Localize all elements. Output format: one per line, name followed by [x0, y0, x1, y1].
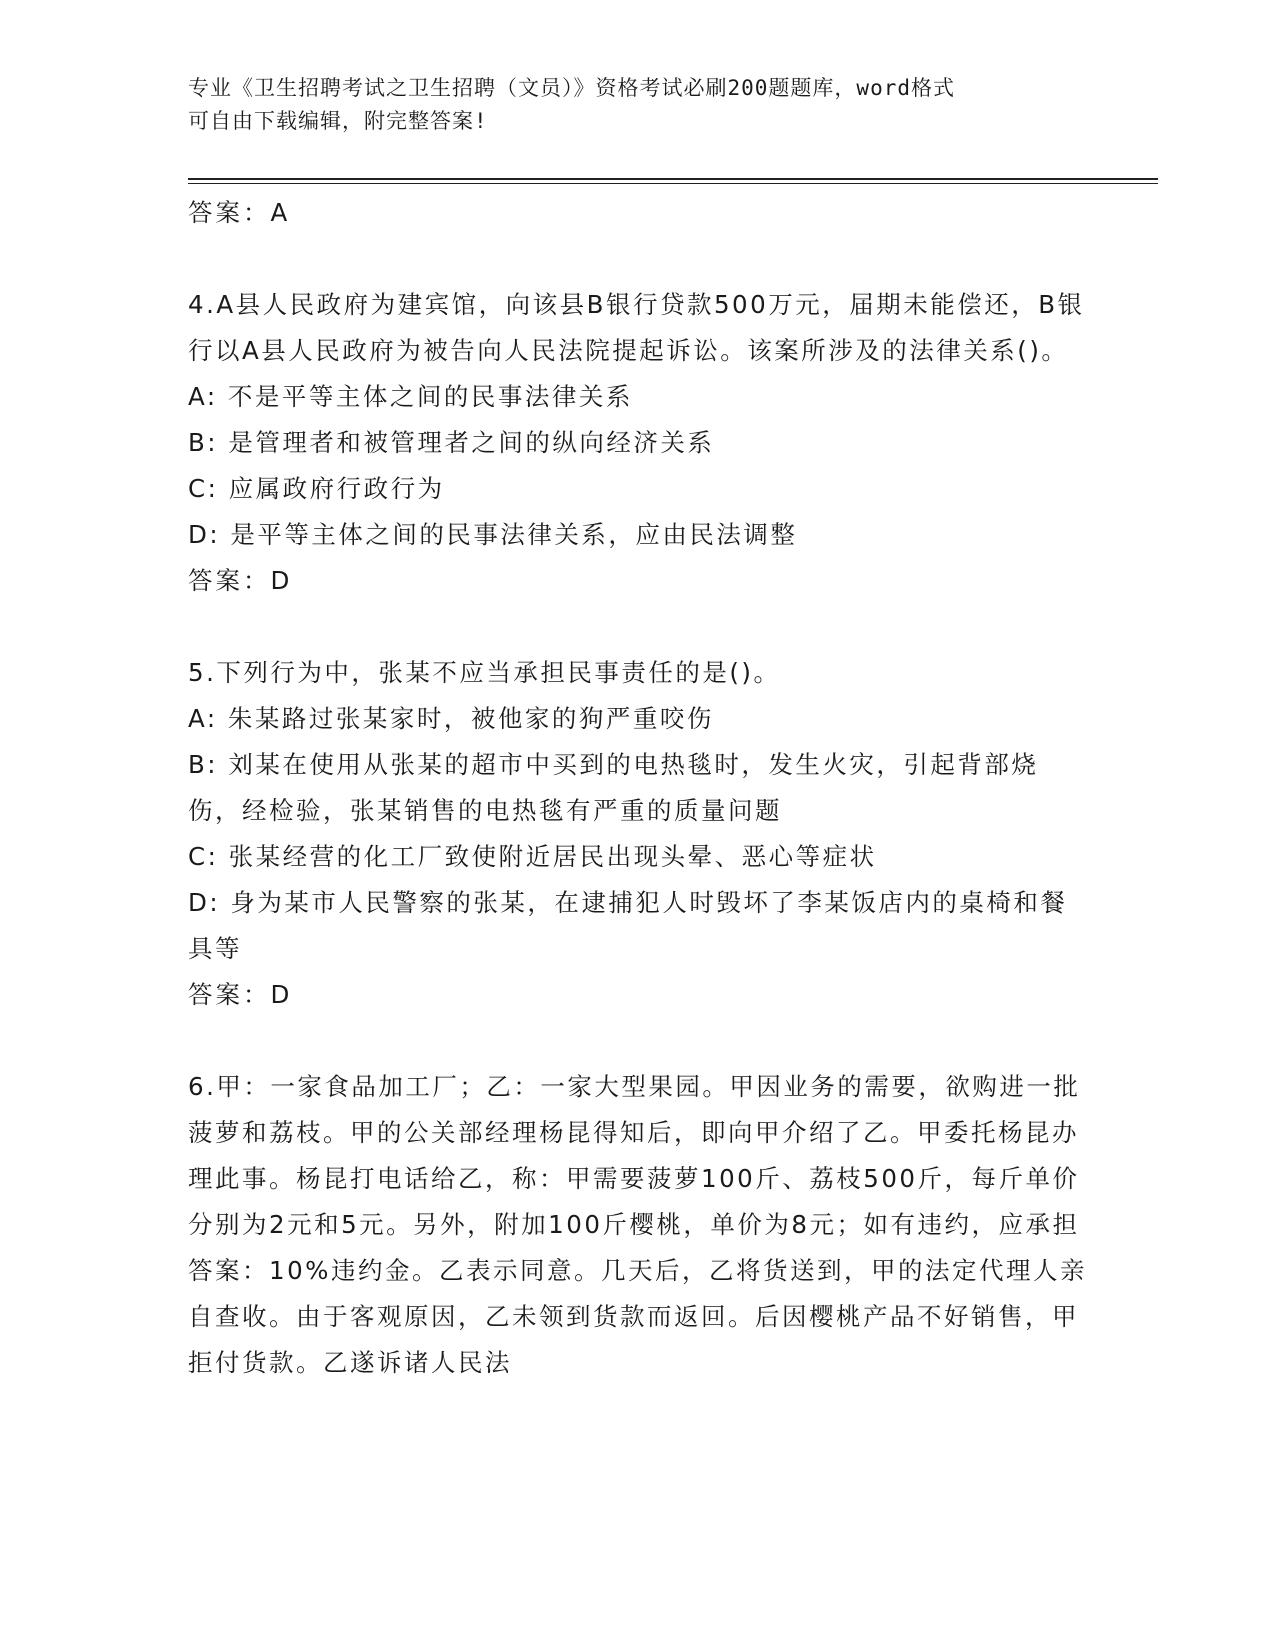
- question-5-option-a: A: 朱某路过张某家时，被他家的狗严重咬伤: [188, 704, 714, 733]
- question-4-option-c: C: 应属政府行政行为: [188, 474, 445, 503]
- question-4-option-b: B: 是管理者和被管理者之间的纵向经济关系: [188, 428, 715, 457]
- question-4-answer: 答案：D: [188, 566, 293, 595]
- question-4-stem: 4.A县人民政府为建宾馆，向该县B银行贷款500万元，届期未能偿还，B银行以A县人民政府为被告向人民法院提起诉讼。该案所涉及的法律关系()。: [188, 290, 1085, 365]
- question-4-option-d: D: 是平等主体之间的民事法律关系，应由民法调整: [188, 520, 798, 549]
- question-5-stem: 5.下列行为中，张某不应当承担民事责任的是()。: [188, 658, 781, 687]
- question-5-option-d: D: 身为某市人民警察的张某，在逮捕犯人时毁坏了李某饭店内的桌椅和餐具等: [188, 888, 1068, 963]
- question-6: [188, 1064, 1088, 1386]
- header-line-2: 可自由下载编辑，附完整答案!: [188, 109, 488, 133]
- question-5: [188, 650, 1088, 1018]
- header-rule-thick: [188, 178, 1158, 180]
- question-5-option-c: C: 张某经营的化工厂致使附近居民出现头晕、恶心等症状: [188, 842, 877, 871]
- question-4: [188, 282, 1088, 604]
- answer-previous: 答案：A: [188, 198, 291, 227]
- header-rule-thin: [188, 183, 1158, 184]
- question-content: [188, 190, 1088, 1386]
- header-line-1: 专业《卫生招聘考试之卫生招聘（文员）》资格考试必刷200题题库，word格式: [188, 76, 955, 100]
- page-header: [188, 72, 1088, 138]
- question-6-stem: 6.甲：一家食品加工厂；乙：一家大型果园。甲因业务的需要，欲购进一批菠萝和荔枝。甲的公关部经理杨昆得知后，即向甲介绍了乙。甲委托杨昆办理此事。杨昆打电话给乙，称：甲需要菠萝100斤、荔枝500斤，每斤单价分别为2元和5元。另外，附加100斤樱桃，单价为8元；如有违约，应承担答案：10%违约金。乙表示同意。几天后，乙将货送到，甲的法定代理人亲自查收。由于客观原因，乙未领到货款而返回。后因樱桃产品不好销售，甲拒付货款。乙遂诉诸人民法: [188, 1072, 1087, 1377]
- question-5-answer: 答案：D: [188, 980, 293, 1009]
- question-4-option-a: A: 不是平等主体之间的民事法律关系: [188, 382, 633, 411]
- question-5-option-b: B: 刘某在使用从张某的超市中买到的电热毯时，发生火灾，引起背部烧伤，经检验，张某销售的电热毯有严重的质量问题: [188, 750, 1039, 825]
